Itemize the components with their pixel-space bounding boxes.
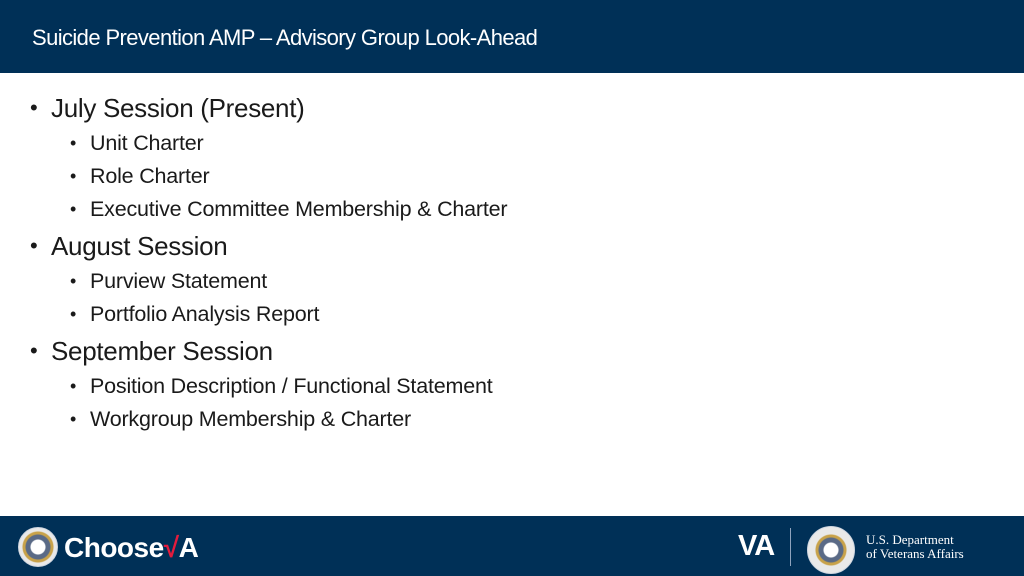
session-label: July Session (Present) <box>51 93 305 123</box>
list-item: • Purview Statement <box>30 265 930 298</box>
va-seal-icon <box>807 526 855 574</box>
bullet-icon: • <box>70 166 77 186</box>
footer-bar <box>0 516 1024 576</box>
bullet-icon: • <box>30 95 38 120</box>
session-august <box>30 231 930 331</box>
bullet-icon: • <box>70 304 77 324</box>
list-item: • Position Description / Functional Statement <box>30 370 930 403</box>
footer-divider <box>790 528 791 566</box>
bullet-icon: • <box>70 133 77 153</box>
bullet-icon: • <box>70 409 77 429</box>
bullet-icon: • <box>70 199 77 219</box>
list-item: • Role Charter <box>30 160 930 193</box>
page-title: Suicide Prevention AMP – Advisory Group Look-Ahead <box>32 25 538 50</box>
choose-va-logo: Choose√A <box>64 532 199 563</box>
list-item: • Portfolio Analysis Report <box>30 298 930 331</box>
header-bar <box>0 0 1024 73</box>
session-july <box>30 93 930 226</box>
list-item: • Workgroup Membership & Charter <box>30 403 930 436</box>
bullet-icon: • <box>70 376 77 396</box>
list-item: • Unit Charter <box>30 127 930 160</box>
bullet-icon: • <box>70 271 77 291</box>
va-seal-icon <box>18 527 58 567</box>
bullet-icon: • <box>30 233 38 258</box>
session-september <box>30 336 930 436</box>
bullet-icon: • <box>30 338 38 363</box>
list-item: • Executive Committee Membership & Charter <box>30 193 930 226</box>
session-label: September Session <box>51 336 273 366</box>
bullet-list <box>30 93 930 441</box>
checkmark-icon: √ <box>163 532 179 563</box>
department-name: U.S. Department of Veterans Affairs <box>866 532 964 561</box>
va-logo: VA <box>738 530 775 562</box>
session-label: August Session <box>51 231 228 261</box>
